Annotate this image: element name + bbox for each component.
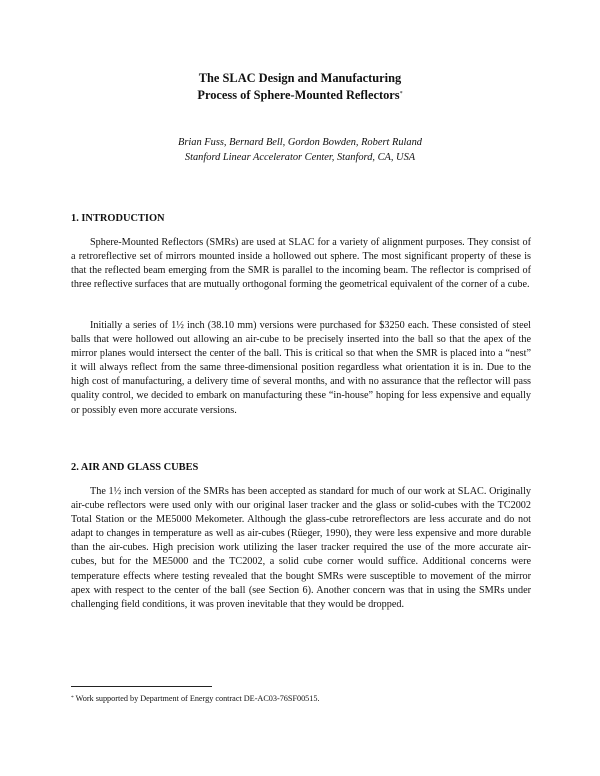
footnote-text: Work supported by Department of Energy contract DE-AC03-76SF00515. bbox=[75, 694, 320, 703]
footnote-marker: * bbox=[71, 695, 74, 701]
section2-paragraph-1: The 1½ inch version of the SMRs has been accepted as standard for much of our work at SLAC. Originally air-cube reflectors were used only with our original laser tracker and the glass or solid-cubes with the TC2002 Total Station or the ME5000 Mekometer. Although the glass-cube retroreflectors are less accurate and do not adapt to changes in temperature as well as air-cubes (Rüeger, 1990), they were less expensive and more durable than the air-cubes. High precision work utilizing the laser tracker required the use of the more accurate air-cubes, but for the ME5000 and the TC2002, a solid cube corner would suffice. Additional concerns were temperature effects where testing revealed that the bought SMRs were susceptible to movement of the mirror apex with respect to the center of the ball (see Section 6). Another concern was that in using the SMRs under challenging field conditions, it was proven inevitable that they would be dropped. bbox=[71, 486, 531, 610]
title-line-2-text: Process of Sphere-Mounted Reflectors bbox=[197, 88, 400, 102]
affiliation-line: Stanford Linear Accelerator Center, Stanford, CA, USA bbox=[184, 152, 416, 163]
intro-paragraph-1: Sphere-Mounted Reflectors (SMRs) are used at SLAC for a variety of alignment purposes. They consist of a retroreflective set of mirrors mounted inside a hollowed out sphere. The most significant property of these is that the reflected beam emerging from the SMR is parallel to the incoming beam. The reflector is comprised of three reflective surfaces that are mutually orthogonal forming the geometrical equivalent of the corner of a cube. bbox=[71, 237, 531, 291]
title-footnote-marker: * bbox=[399, 91, 403, 97]
author-block bbox=[0, 135, 600, 165]
title-line-2 bbox=[0, 87, 600, 104]
intro-paragraph-2: Initially a series of 1½ inch (38.10 mm) versions were purchased for $3250 each. These consisted of steel balls that were hollowed out allowing an air-cube to be precisely inserted into the ball so that the apex of the mirror planes would intersect the center of the ball. This is critical so that when the SMR is placed into a “nest” it will always reflect from the same three-dimensional position regardless what orientation it is in. Due to the high cost of manufacturing, a delivery time of several months, and with no assurance that the reflector will pass quality control, we decided to embark on manufacturing these “in-house” hoping for less expensive and equally or possibly even more accurate versions. bbox=[71, 320, 531, 416]
paper-title bbox=[0, 70, 600, 104]
footnote-divider bbox=[71, 686, 212, 687]
authors-line: Brian Fuss, Bernard Bell, Gordon Bowden, Robert Ruland bbox=[178, 137, 422, 148]
section-heading-introduction: 1. INTRODUCTION bbox=[71, 213, 165, 224]
title-line-1: The SLAC Design and Manufacturing bbox=[198, 71, 402, 85]
section-heading-air-glass-cubes: 2. AIR AND GLASS CUBES bbox=[71, 462, 199, 473]
footnote bbox=[71, 693, 531, 704]
